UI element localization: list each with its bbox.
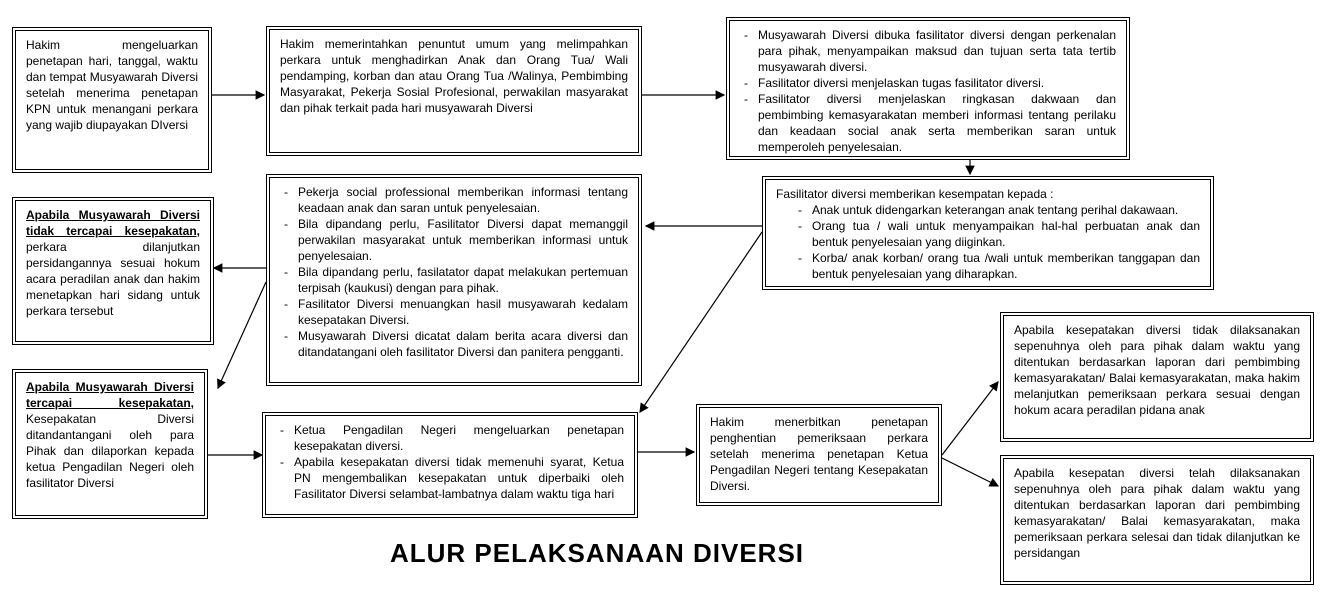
list-item: - Fasilitator Diversi menuangkan hasil musyawarah kedalam kesepatakan Diversi. [298, 296, 628, 328]
arrow-b9-b11 [942, 458, 998, 486]
box-tercapai-text: Kesepakatan Diversi ditandantangani oleh para Pihak dan dilaporkan kepada ketua Pengadilan Negeri oleh fasilitator Diversi [26, 412, 194, 490]
box-kesempatan-para-pihak [762, 176, 1214, 290]
box-pembukaan-musyawarah [726, 17, 1130, 160]
box-penghentian-text: Hakim menerbitkan penetapan penghentian pemeriksaan perkara setelah menerima penetapan Ketua Pengadilan Negeri tentang Kesepakatan Diversi. [710, 415, 928, 493]
box-tercapai [12, 369, 208, 519]
list-item: - Bila dipandang perlu, fasilatator dapat melakukan pertemuan terpisah (kaukusi) dengan para pihak. [298, 264, 628, 296]
box-tidak-dilaksanakan [1000, 312, 1314, 442]
list-item: - Ketua Pengadilan Negeri mengeluarkan penetapan kesepakatan diversi. [294, 422, 624, 454]
box-tidak-tercapai-text: perkara dilanjutkan persidangannya sesuai hokum acara peradilan anak dan hakim menetapkan hari sidang untuk perkara tersebut [26, 240, 200, 318]
box-telah-dilaksanakan [1000, 455, 1314, 585]
box-telah-dilaksanakan-text: Apabila kesepatan diversi telah dilaksanakan sepenuhnya oleh para pihak dalam waktu yang ditentukan berdasarkan laporan dari pembimbing kemasyarakatan/ Balai kemasyarakatan, maka pemeriksaan perkara selesai dan tidak dilanjutkan ke persidangan [1014, 466, 1300, 560]
list-item: - Bila dipandang perlu, Fasilitator Diversi dapat memanggil perwakilan masyarakat untuk memberikan informasi untuk penyelesaian. [298, 216, 628, 264]
box-tercapai-head: Apabila Musyawarah Diversi tercapai kesepakatan, [26, 380, 194, 410]
box-tidak-tercapai-head: Apabila Musyawarah Diversi tidak tercapai kesepakatan, [26, 208, 200, 238]
list-item: - Korba/ anak korban/ orang tua /wali untuk memberikan tanggapan dan bentuk penyelesaian yang diharapkan. [812, 250, 1200, 282]
list-item: - Musyawarah Diversi dibuka fasilitator diversi dengan perkenalan para pihak, menyampaikan maksud dan tujuan serta tata tertib musyawarah diversi. [758, 27, 1116, 75]
box-perintah-penuntut [266, 26, 642, 156]
arrow-b9-b10 [942, 382, 998, 455]
list-item: - Orang tua / wali untuk menyampaikan hal-hal perbuatan anak dan bentuk penyelesaian yang diiginkan. [812, 218, 1200, 250]
box-tidak-dilaksanakan-text: Apabila kesepatakan diversi tidak dilaksanakan sepenuhnya oleh para pihak dalam waktu yang ditentukan berdasarkan laporan dari pembimbing kemasyarakatan/ Balai kemasyarakatan, maka hakim melanjutkan pemeriksaan perkara sesuai dengan hokum acara peradilan pidana anak [1014, 323, 1300, 417]
list-item: - Fasilitator diversi menjelaskan ringkasan dakwaan dan pembimbing kemasyarakatan memberi informasi tentang perilaku dan keadaan social anak serta memberikan saran untuk memperoleh penyelesaian. [758, 91, 1116, 155]
list-item: - Apabila kesepakatan diversi tidak memenuhi syarat, Ketua PN mengembalikan kesepakatan untuk diperbaiki oleh Fasilitator Diversi selambat-lambatnya dalam waktu tiga hari [294, 454, 624, 502]
list-item: - Anak untuk didengarkan keterangan anak tentang perihal dakawaan. [812, 202, 1200, 218]
list-item: - Musyawarah Diversi dicatat dalam berita acara diversi dan ditandatangani oleh fasilitator Diversi dan panitera pengganti. [298, 328, 628, 360]
box-penetapan-ketua-pn [262, 412, 638, 518]
box-tidak-tercapai [12, 197, 214, 345]
box-penetapan-hari-text: Hakim mengeluarkan penetapan hari, tanggal, waktu dan tempat Musyawarah Diversi setelah menerima penetapan KPN untuk menangani perkara yang wajib diupayakan DIversi [26, 38, 198, 132]
box-perintah-penuntut-text: Hakim memerintahkan penuntut umum yang melimpahkan perkara untuk menghadirkan Anak dan Orang Tua/ Wali pendamping, korban dan atau Orang Tua /Walinya, Pembimbing Masyarakat, Pekerja Sosial Profesional, perwakilan masyarakat dan pihak terkait pada hari musyawarah Diversi [280, 37, 628, 115]
box-penghentian-pemeriksaan [696, 404, 942, 506]
diagram-title: ALUR PELAKSANAAN DIVERSI [390, 538, 805, 568]
box-kesempatan-intro: Fasilitator diversi memberikan kesempatan kepada : [776, 187, 1054, 201]
arrow-b4-b8 [640, 232, 762, 412]
box-penetapan-hari [12, 27, 212, 173]
arrow-b5-b7 [218, 282, 266, 388]
box-proses-musyawarah [266, 174, 642, 386]
list-item: - Pekerja social professional memberikan informasi tentang keadaan anak dan saran untuk penyelesaian. [298, 184, 628, 216]
list-item: - Fasilitator diversi menjelaskan tugas fasilitator diversi. [758, 75, 1116, 91]
